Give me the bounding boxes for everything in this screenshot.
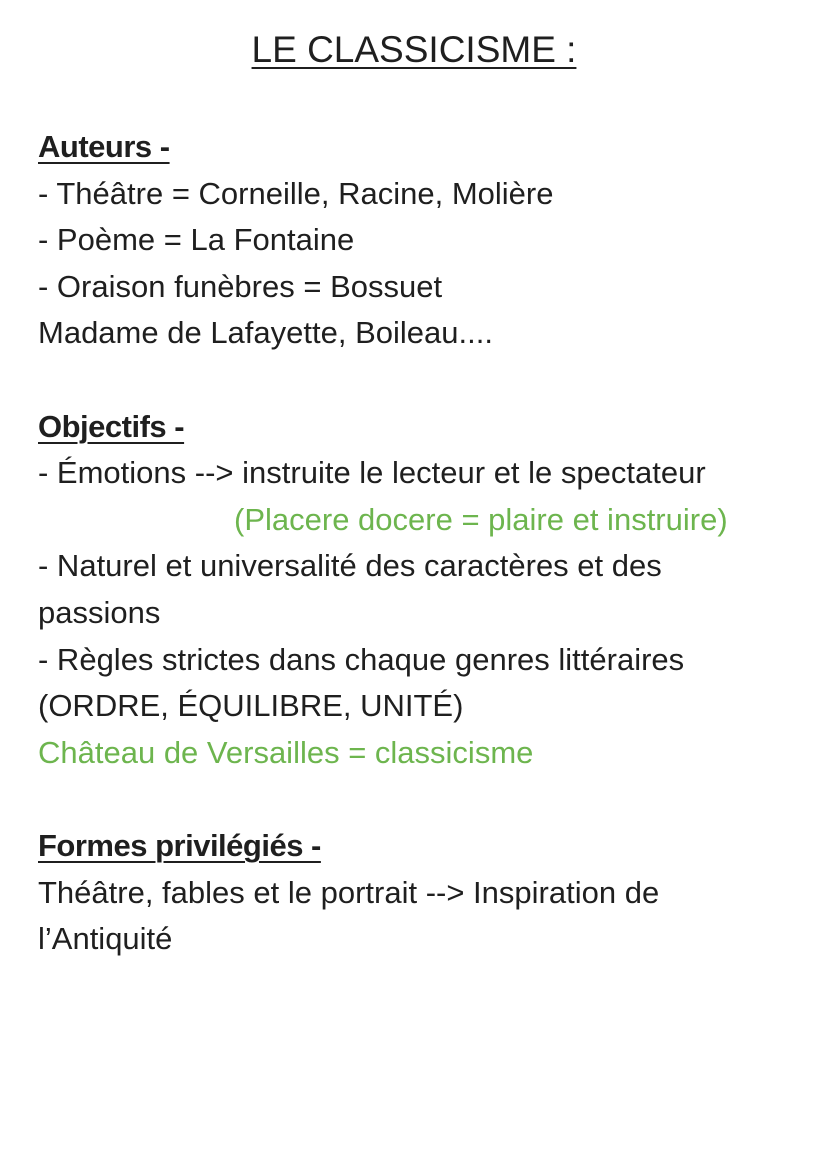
section-objectifs xyxy=(38,404,798,777)
auteurs-line: - Poème = La Fontaine xyxy=(38,222,355,258)
blank-line xyxy=(38,357,798,404)
auteurs-line: Madame de Lafayette, Boileau.... xyxy=(38,315,493,351)
objectifs-versailles-note: Château de Versailles = classicisme xyxy=(38,734,534,770)
auteurs-line: - Oraison funèbres = Bossuet xyxy=(38,268,443,304)
page-title xyxy=(0,28,828,72)
section-auteurs xyxy=(38,124,798,357)
objectifs-line: - Émotions --> instruite le lecteur et le spectateur xyxy=(38,455,706,491)
objectifs-latin-note: (Placere docere = plaire et instruire) xyxy=(234,501,728,537)
notes-body xyxy=(38,124,798,963)
section-formes xyxy=(38,823,798,963)
auteurs-line: - Théâtre = Corneille, Racine, Molière xyxy=(38,175,554,211)
objectifs-line: - Règles strictes dans chaque genres littéraires xyxy=(38,641,685,677)
section-heading-auteurs: Auteurs - xyxy=(38,129,170,164)
blank-line xyxy=(38,776,798,823)
objectifs-line: (ORDRE, ÉQUILIBRE, UNITÉ) xyxy=(38,688,464,724)
section-heading-formes: Formes privilégiés - xyxy=(38,827,321,863)
objectifs-line: passions xyxy=(38,594,161,630)
section-heading-objectifs: Objectifs - xyxy=(38,408,185,444)
formes-line: l’Antiquité xyxy=(38,921,173,957)
formes-line: Théâtre, fables et le portrait --> Inspiration de xyxy=(38,874,660,910)
objectifs-line: - Naturel et universalité des caractères et des xyxy=(38,548,662,584)
page-title-text: LE CLASSICISME : xyxy=(251,29,577,70)
